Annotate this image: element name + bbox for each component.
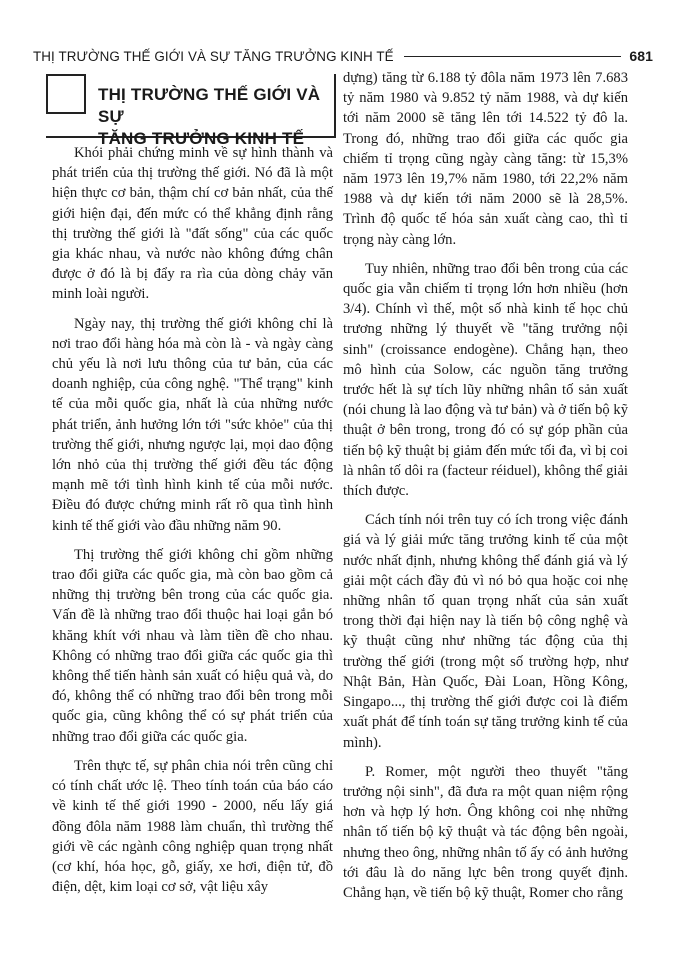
running-title: THỊ TRƯỜNG THẾ GIỚI VÀ SỰ TĂNG TRƯỞNG KINH TẾ [33, 48, 394, 64]
header-rule [404, 56, 622, 57]
paragraph: Tuy nhiên, những trao đổi bên trong của các quốc gia vẫn chiếm tỉ trọng lớn hơn nhiều (hơn 3/4). Chính vì thế, một số nhà kinh tế học chủ trương những lý thuyết về "tăng trưởng nội sinh" (croissance endogène). Chẳng hạn, theo mô hình của Solow, các nguồn tăng trưởng trước hết là sự tích lũy những nhân tố sản xuất (nói chung là lao động và tư bản) và ở tiến bộ kỹ thuật ở bên trong, trong đó có sự góp phần của tiến bộ kỹ thuật bị giảm đến mức tối đa, vì bị coi là nhân tố dôi ra (facteur réiduel), không thể giải thích được. [343, 260, 628, 500]
section-title [98, 84, 330, 150]
section-title-line-1: THỊ TRƯỜNG THẾ GIỚI VÀ SỰ [98, 85, 321, 126]
paragraph: dựng) tăng từ 6.188 tỷ đôla năm 1973 lên 7.683 tỷ năm 1980 và 9.852 tỷ năm 1988, và dự kiến tới năm 2000 sẽ tăng lên tới 14.522 tỷ đô la. Trong đó, những trao đổi giữa các quốc gia chiếm tỉ trọng cũng ngày càng tăng: từ 15,3% năm 1973 lên 19,7% năm 1980, tới 22,2% năm 1988 và dự kiến tới năm 2000 sẽ là 28,5%. Trình độ quốc tế hóa sản xuất càng cao, thì tỉ trọng này càng lớn. [343, 70, 628, 248]
right-column [343, 68, 628, 903]
paragraph: Khói phải chứng minh về sự hình thành và phát triển của thị trường thế giới. Nó đã là một hiện thực cơ bản, thậm chí cơ bản nhất, của thế giới hiện đại, đến mức có thể khẳng định rằng thị trường thế giới là "đất sống" của các quốc gia khác nhau, và nước nào không đứng chân được ở đó là bị đẩy ra rìa của dòng chảy văn minh loài người. [52, 145, 333, 303]
paragraph: Trên thực tế, sự phân chia nói trên cũng chỉ có tính chất ước lệ. Theo tính toán của báo cáo về kinh tế thế giới 1990 - 2000, nếu lấy giá đồng đôla năm 1988 làm chuẩn, thì trường thế giới về các ngành công nghiệp quan trọng nhất (cơ khí, hóa học, gỗ, giấy, xe hơi, điện tử, đồ điện, dệt, kim loại cơ sở, vật liệu xây [52, 757, 333, 896]
section-title-square [46, 74, 86, 114]
left-column [52, 143, 333, 897]
running-header [33, 46, 653, 66]
section-title-line-2: TĂNG TRƯỞNG KINH TẾ [98, 129, 305, 148]
paragraph: P. Romer, một người theo thuyết "tăng trưởng nội sinh", đã đưa ra một quan niệm rộng hơn và hợp lý hơn. Ông không coi nhẹ những nhân tố tiến bộ kỹ thuật và tác động bên ngoài, nhưng theo ông, những nhân tố ấy có ảnh hưởng tới đâu là do năng lực bên trong quyết định. Chẳng hạn, về tiến bộ kỹ thuật, Romer cho rằng [343, 763, 628, 901]
paragraph: Cách tính nói trên tuy có ích trong việc đánh giá và lý giải mức tăng trưởng kinh tế của một nước nhất định, nhưng không thể đánh giá và lý giải một cách đầy đủ vì nó bỏ qua hoặc coi nhẹ những nhân tố quan trọng nhất của sản xuất trong thời đại hiện nay là tiến bộ công nghệ và kỹ thuật cũng như những tác động của thị trường thế giới (trong một số trường hợp, như Nhật Bản, Hàn Quốc, Đài Loan, Hồng Kông, Singapo..., thị trường thế giới được coi là điểm xuất phát để tính toán sự tăng trưởng kinh tế của mình). [343, 512, 628, 751]
paragraph: Ngày nay, thị trường thế giới không chỉ là nơi trao đổi hàng hóa mà còn là - và ngày càng chủ yếu là nơi lưu thông của tư bản, của các doanh nghiệp, của công nghệ. "Thể trạng" kinh tế của mỗi quốc gia, nhất là của những nước phát triển, ảnh hưởng lớn tới "sức khỏe" của thị trường thế giới, nhưng ngược lại, mọi dao động lớn nhỏ của thị trường thế giới đều tác động mạnh mẽ tới tình hình kinh tế của mỗi nước. Điều đó được chứng minh rất rõ qua tình hình kinh tế thế giới vào đầu những năm 90. [52, 315, 333, 534]
paragraph: Thị trường thế giới không chỉ gồm những trao đổi giữa các quốc gia, mà còn bao gồm cả những thị trường bên trong của các quốc gia. Vấn đề là những trao đổi thuộc hai loại gắn bó khăng khít với nhau và làm tiền đề cho nhau. Không có những trao đổi giữa các quốc gia thì không thể tiến hành sản xuất có hiệu quả và, do đó, không thể có những trao đổi bên trong mỗi quốc gia, cũng không thể có sự phát triển của những trao đổi giữa các quốc gia. [52, 546, 333, 745]
page-number: 681 [629, 48, 653, 64]
